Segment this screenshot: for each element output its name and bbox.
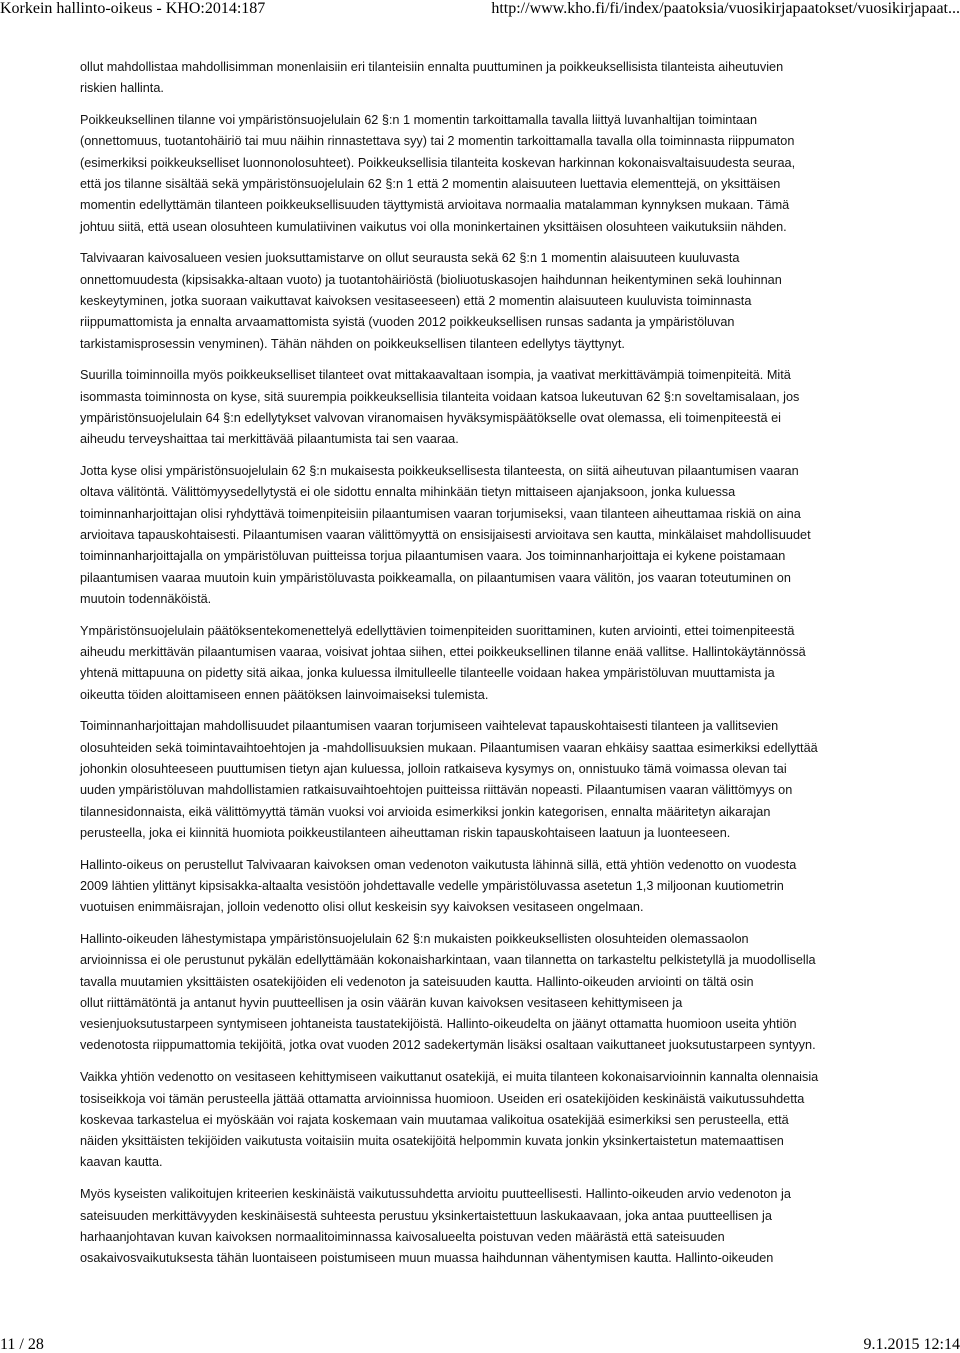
text-line: Myös kyseisten valikoitujen kriteerien keskinäistä vaikutussuhdetta arvioitu puutteellisesti. Hallinto-oikeuden arvio vedenoton ja xyxy=(80,1187,791,1202)
text-line: ympäristönsuojelulain 64 §:n edellytykset valvovan viranomaisen hyväksymispäätökselle ovat olemassa, eli toimenpiteestä ei xyxy=(80,410,781,425)
text-line: Suurilla toiminnoilla myös poikkeukselliset tilanteet ovat mittakaavaltaan isompia, ja vaativat merkittävämpiä toimenpiteitä. Mitä xyxy=(80,368,791,383)
text-line: kaavan kautta. xyxy=(80,1155,163,1170)
text-line: Hallinto-oikeuden lähestymistapa ympäristönsuojelulain 62 §:n mukaisten poikkeuksellisten olosuhteiden olemassaolon xyxy=(80,931,749,946)
text-line: momentin edellyttämän tilanteen poikkeuksellisuuden täyttymistä arvioitava normaalia matalamman kynnyksen mukaan. Tämä xyxy=(80,198,790,213)
text-line: riskien hallinta. xyxy=(80,81,164,96)
paragraph xyxy=(80,716,940,844)
text-line: toiminnanharjoittajalla on ympäristöluvan puitteissa torjua pilaantumisen vaara. Jos toiminnanharjoittaja ei kykene poistamaan xyxy=(80,549,786,564)
text-line: onnettomuudesta (kipsisakka-altaan vuoto) ja tuotantohäiriöstä (bioliuotuskasojen haihdunnan heikentyminen sekä louhinnan xyxy=(80,272,782,287)
text-line: Toiminnanharjoittajan mahdollisuudet pilaantumisen vaaran torjumiseen vaihtelevat tapauskohtaisesti tilanteen ja vallitsevien xyxy=(80,719,779,734)
print-header xyxy=(0,0,960,17)
text-line: tavalla muutamien yksittäisten osatekijöiden eli vedenoton ja sateisuuden kautta. Hallinto-oikeuden arviointi on tältä osin xyxy=(80,974,754,989)
text-line: Jotta kyse olisi ympäristönsuojelulain 62 §:n mukaisesta poikkeuksellisesta tilanteesta, on siitä aiheutuvan pilaantumisen vaaran xyxy=(80,464,799,479)
paragraph xyxy=(80,855,940,919)
text-line: olosuhteiden sekä toimintavaihtoehtojen ja -mahdollisuuksien mukaan. Pilaantumisen vaaran ehkäisy saattaa esimerkiksi edellyttää xyxy=(80,740,818,755)
text-line: Hallinto-oikeus on perustellut Talvivaaran kaivoksen oman vedenoton vaikutusta lähinnä sillä, että yhtiön vedenotto on vuodesta xyxy=(80,857,797,872)
paragraph xyxy=(80,1184,940,1269)
page-number: 11 / 28 xyxy=(0,1336,44,1353)
text-line: Poikkeuksellinen tilanne voi ympäristönsuojelulain 62 §:n 1 momentin tarkoittamalla tavalla liittyä luvanhaltijan toimintaan xyxy=(80,113,758,128)
text-line: vesienjuoksutustarpeen syntymiseen johtaneista taustatekijöistä. Hallinto-oikeudelta on jäänyt ottamatta huomioon useita yhtiön xyxy=(80,1017,797,1032)
text-line: oikeutta töiden aloittamiseen ennen päätöksen lainvoimaiseksi tulemista. xyxy=(80,687,489,702)
text-line: arvioinnissa ei ole perustunut pykälän edellyttämään kokonaisharkintaan, vaan tilannetta on tarkasteltu pelkistetyllä ja muodollisella xyxy=(80,953,816,968)
page-title: Korkein hallinto-oikeus - KHO:2014:187 xyxy=(0,0,266,17)
text-line: toiminnanharjoittajan olisi ryhdyttävä toimenpiteisiin pilaantumisen vaaran torjumiseksi, vaan tilanteen aiheuttamaa riskiä on aina xyxy=(80,506,801,521)
text-line: (onnettomuus, tuotantohäiriö tai muu näihin rinnastettava syy) tai 2 momentin tarkoittamalla tavalla olla toiminnasta riippumaton xyxy=(80,134,795,149)
text-line: sateisuuden merkittävyyden keskinäisestä suhteesta perustuu yksinkertaistettuun laskukaavaan, joka antaa puutteellisen ja xyxy=(80,1208,772,1223)
paragraph xyxy=(80,110,940,238)
text-line: näiden yksittäisten tekijöiden vaikutusta voitaisiin muita osatekijöitä helpommin kuvata jonkin yksinkertaistetun matemaattisen xyxy=(80,1134,784,1149)
paragraph xyxy=(80,248,940,354)
text-line: johtuu siitä, että usean olosuhteen kumulatiivinen vaikutus voi olla moninkertainen yksittäisen olosuhteen vaikutuksiin nähden. xyxy=(80,219,787,234)
text-line: aiheudu terveyshaittaa tai merkittävää pilaantumista tai sen vaaraa. xyxy=(80,432,459,447)
print-footer xyxy=(0,1336,960,1353)
text-line: että jos tilanne sisältää sekä ympäristönsuojelulain 62 §:n 1 että 2 momentin alaisuuteen luettavia elementtejä, on yksittäisen xyxy=(80,176,781,191)
text-line: vedenotosta riippumattomia tekijöitä, jotka ovat vuoden 2012 sadekertymän lisäksi osaltaan vaikuttaneet juoksutustarpeen syntyyn. xyxy=(80,1038,816,1053)
text-line: tarkistamisprosessin venyminen). Tähän nähden on poikkeuksellisen tilanteen edellytys täyttynyt. xyxy=(80,336,625,351)
paragraph xyxy=(80,929,940,1057)
text-line: keskeytyminen, jotka suoraan vaikuttavat kaivoksen vesitaseeseen) että 2 momentin alaisuuteen kuuluvista toiminnasta xyxy=(80,293,752,308)
text-line: koskevaa tarkastelua ei myöskään voi rajata koskemaan vain muutamaa valikoitua osatekijää esimerkiksi sen perusteella, että xyxy=(80,1112,789,1127)
text-line: tilannesidonnaista, eikä välittömyyttä tämän vuoksi voi arvioida esimerkiksi jonkin kategorisen, ennalta määritetyn aikarajan xyxy=(80,804,771,819)
text-line: riippumattomista ja ennalta arvaamattomista syistä (vuoden 2012 poikkeuksellisen runsas sadanta ja ympäristöluvan xyxy=(80,315,735,330)
text-line: uuden ympäristöluvan mahdollistamien ratkaisuvaihtoehtojen puitteissa riittävän nopeasti. Pilaantumisen vaaran välittömyys on xyxy=(80,783,793,798)
text-line: aiheudu merkittävän pilaantumisen vaaraa, voisivat johtaa siihen, ettei poikkeuksellinen tilanne enää vallitse. Hallintokäytännössä xyxy=(80,644,806,659)
text-line: Vaikka yhtiön vedenotto on vesitaseen kehittymiseen vaikuttanut osatekijä, ei muita tilanteen kokonaisarvioinnin kannalta olennaisia xyxy=(80,1070,819,1085)
text-line: 2009 lähtien ylittänyt kipsisakka-altaalta vesistöön johdettavalle vedelle ympäristöluvassa asetetun 1,3 miljoonan kuutiometrin xyxy=(80,878,784,893)
text-line: ollut riittämätöntä ja antanut hyvin puutteellisen ja osin väärän kuvan kaivoksen vesitaseen kehittymiseen ja xyxy=(80,995,683,1010)
text-line: osakaivosvaikutuksesta tähän luontaiseen poistumiseen muun muassa haihdunnan vähentymisen kautta. Hallinto-oikeuden xyxy=(80,1251,774,1266)
text-line: ollut mahdollistaa mahdollisimman monenlaisiin eri tilanteisiin ennalta puuttuminen ja poikkeuksellisista tilanteista aiheutuvien xyxy=(80,60,784,74)
document-body xyxy=(80,57,940,1280)
text-line: tosiseikkoja voi tämän perusteella jättää ottamatta arvioinnissa huomioon. Useiden eri osatekijöiden keskinäistä vaikutussuhdetta xyxy=(80,1091,805,1106)
paragraph xyxy=(80,365,940,450)
print-datetime: 9.1.2015 12:14 xyxy=(863,1336,960,1353)
text-line: Talvivaaran kaivosalueen vesien juoksuttamistarve on ollut seurausta sekä 62 §:n 1 momentin alaisuuteen kuuluvasta xyxy=(80,251,740,266)
text-line: muutoin todennäköistä. xyxy=(80,591,212,606)
text-line: (esimerkiksi poikkeukselliset luonnonolosuhteet). Poikkeuksellisia tilanteita koskevan harkinnan kokonaisvaltaisuudesta seuraa, xyxy=(80,155,796,170)
text-line: vuotuisen enimmäisrajan, jolloin vedenotto olisi ollut keskeisin syy kaivoksen vesitaseen ongelmaan. xyxy=(80,900,644,915)
text-line: isommasta toiminnosta on kyse, sitä suurempia poikkeuksellisia tilanteita voidaan katsoa lukeutuvan 62 §:n soveltamisalaan, jos xyxy=(80,389,800,404)
text-line: oltava välitöntä. Välittömyysedellytystä ei ole sidottu ennalta mihinkään tietyn mittaiseen ajanjaksoon, jonka kuluessa xyxy=(80,485,736,500)
text-line: johonkin olosuhteeseen puuttumisen tietyn ajan kuluessa, jolloin ratkaiseva kysymys on, onnistuuko tämä voimassa olevan tai xyxy=(80,761,787,776)
text-line: Ympäristönsuojelulain päätöksentekomenettelyä edellyttävien toimenpiteiden suorittaminen, kuten arviointi, ettei toimenpiteestä xyxy=(80,623,795,638)
text-line: yhtenä mittapuuna on pidetty sitä aikaa, jonka kuluessa ilmitulleelle tilanteelle voidaan hakea ympäristöluvan muuttamista ja xyxy=(80,666,775,681)
paragraph xyxy=(80,621,940,706)
page-url: http://www.kho.fi/fi/index/paatoksia/vuosikirjapaatokset/vuosikirjapaat... xyxy=(491,0,960,17)
paragraph xyxy=(80,57,940,100)
text-line: arvioitava tapauskohtaisesti. Pilaantumisen vaaran välittömyyttä on ensisijaisesti arvioitava sen kautta, minkälaiset mahdollisuudet xyxy=(80,527,811,542)
text-line: pilaantumisen vaaraa muutoin kuin ympäristöluvasta poikkeamalla, on pilaantumisen vaara välitön, jos vaaran toteutuminen on xyxy=(80,570,791,585)
paragraph xyxy=(80,1067,940,1173)
text-line: perusteella, joka ei kiinnitä huomiota poikkeustilanteen aiheuttaman riskin tapauskohtaiseen laatuun ja luonteeseen. xyxy=(80,825,731,840)
text-line: harhaanjohtavan kuvan kaivoksen normaalitoiminnassa kaivosalueelta poistuvan veden määrästä että sateisuuden xyxy=(80,1229,725,1244)
paragraph xyxy=(80,461,940,610)
